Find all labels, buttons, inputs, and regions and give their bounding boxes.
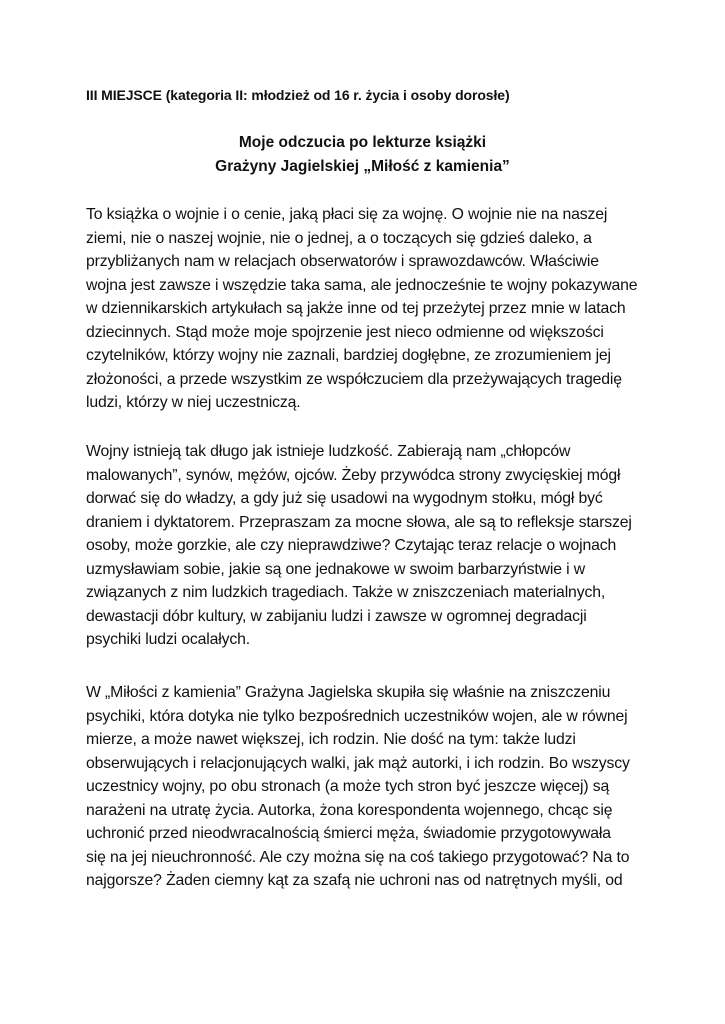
paragraph-3 <box>86 681 646 893</box>
text-line: się na jej nieuchronność. Ale czy można się na coś takiego przygotować? Na to <box>86 848 630 866</box>
text-line: w dziennikarskich artykułach są jakże inne od tej przeżytej przez mnie w latach <box>86 300 626 317</box>
text-line: uchronić przed nieodwracalnością śmierci męża, świadomie przygotowywała <box>86 825 611 842</box>
text-line: osoby, może gorzkie, ale czy nieprawdziwe? Czytając teraz relacje o wojnach <box>86 537 617 554</box>
text-line: wojna jest zawsze i wszędzie taka sama, ale jednocześnie te wojny pokazywane <box>86 276 638 294</box>
paragraph-2 <box>86 440 646 652</box>
text-line: To książka o wojnie i o cenie, jaką płaci się za wojnę. O wojnie nie na naszej <box>86 206 608 223</box>
text-line: narażeni na utratę życia. Autorka, żona korespondenta wojennego, chcąc się <box>86 801 613 819</box>
text-line: związanych z nim ludzkich tragediach. Także w zniszczeniach materialnych, <box>86 584 606 601</box>
text-line: dziecinnych. Stąd może moje spojrzenie jest nieco odmienne od większości <box>86 323 604 341</box>
text-line: uzmysławiam sobie, jakie są one jednakowe w swoim barbarzyństwie i w <box>86 560 586 578</box>
paragraph-1 <box>86 203 646 415</box>
text-line: malowanych”, synów, mężów, ojców. Żeby przywódca strony zwycięskiej mógł <box>86 466 621 484</box>
text-line: czytelników, którzy wojny nie zaznali, bardziej dogłębne, ze zrozumieniem jej <box>86 347 611 364</box>
text-line: psychiki, która dotyka nie tylko bezpośrednich uczestników wojen, ale w równej <box>86 707 628 725</box>
essay-title-line-2: Grażyny Jagielskiej „Miłość z kamienia” <box>215 158 510 175</box>
essay-title-line-1: Moje odczucia po lekturze książki <box>238 134 487 151</box>
text-line: obserwujących i relacjonujących walki, jak mąż autorki, i ich rodzin. Bo wszyscy <box>86 754 630 772</box>
text-line: najgorsze? Żaden ciemny kąt za szafą nie uchroni nas od natrętnych myśli, od <box>86 872 623 889</box>
text-line: dewastacji dóbr kultury, w zabijaniu ludzi i zawsze w ogromnej degradacji <box>86 607 587 625</box>
text-line: psychiki ludzi ocalałych. <box>86 631 250 648</box>
text-line: draniem i dyktatorem. Przepraszam za mocne słowa, ale są to refleksje starszej <box>86 513 632 531</box>
text-line: uczestnicy wojny, po obu stronach (a może tych stron być jeszcze więcej) są <box>86 778 610 795</box>
text-line: ludzi, którzy w niej uczestniczą. <box>86 394 301 411</box>
text-line: mierze, a może nawet większej, ich rodzin. Nie dość na tym: także ludzi <box>86 731 576 748</box>
award-heading: III MIEJSCE (kategoria II: młodzież od 16 r. życia i osoby dorosłe) <box>86 87 510 103</box>
text-line: W „Miłości z kamienia” Grażyna Jagielska skupiła się właśnie na zniszczeniu <box>86 684 611 701</box>
text-line: ziemi, nie o naszej wojnie, nie o jednej, a o toczących się gdzieś daleko, a <box>86 229 592 247</box>
text-line: przybliżanych nam w relacjach obserwatorów i sprawozdawców. Właściwie <box>86 253 599 270</box>
text-line: Wojny istnieją tak długo jak istnieje ludzkość. Zabierają nam „chłopców <box>86 443 571 460</box>
text-line: dorwać się do władzy, a gdy już się usadowi na wygodnym stołku, mógł być <box>86 490 603 507</box>
text-line: złożoności, a przede wszystkim ze współczuciem dla przeżywających tragedię <box>86 370 622 388</box>
